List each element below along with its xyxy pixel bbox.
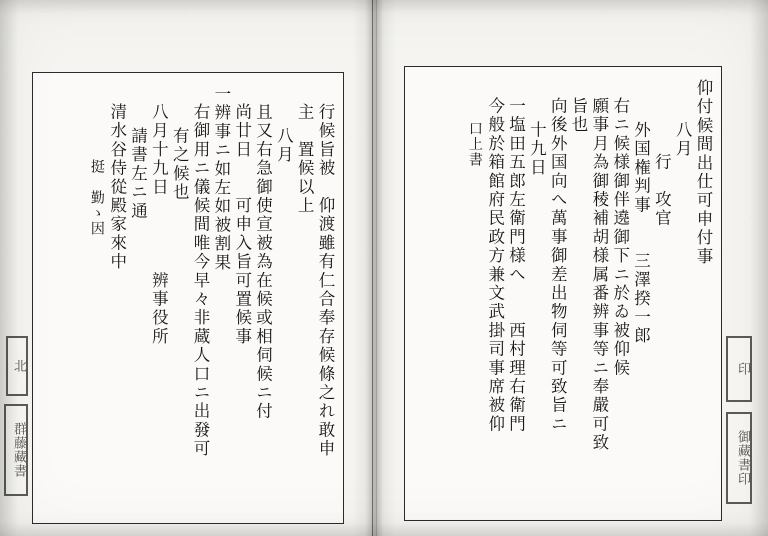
text-column: 今般於箱館府民政方兼文武掛司事席被仰: [485, 97, 505, 434]
gutter-fold-line-secondary: [376, 0, 377, 536]
text-column: 尚廿日 可申入旨可置候事: [232, 103, 252, 347]
text-column: 行 攻官: [652, 153, 672, 228]
text-column: 向後外国向へ萬事御差出物伺等可致旨ニ: [548, 97, 568, 434]
text-column: 請書左ニ通: [128, 127, 148, 221]
text-column: 行候旨被 仰渡雖有仁合奉存候條之れ敢申: [316, 103, 335, 459]
library-seal-stamp: 印: [726, 336, 752, 402]
text-column: 主 置候以上: [295, 103, 315, 216]
right-page-text-block: [404, 66, 722, 521]
text-column: 有之候也: [170, 127, 190, 202]
text-column: 八月十九日 辨事役所: [149, 103, 169, 347]
library-seal-stamp: 群藤藏書: [4, 404, 28, 496]
text-column: 八月: [673, 121, 693, 159]
book-gutter: [352, 0, 396, 536]
text-column: 清水谷侍從殿家來中: [107, 103, 127, 272]
text-column: 一辨事ニ如左如被割果: [211, 85, 231, 272]
text-column: 右ニ候様御伴遶御下ニ於ゐ被仰候: [610, 97, 630, 378]
text-column: 一塩田五郎左衛門様へ 西村理右衛門: [506, 97, 526, 434]
text-column: 八月: [274, 127, 294, 165]
text-column: 挺 勤ゝ因: [88, 159, 105, 237]
text-column: 右御用ニ儀候間唯今早々非蔵人口ニ出發可: [191, 103, 211, 459]
text-column: 且又右急御使宣被為在候或相伺候ニ付: [253, 103, 273, 421]
gutter-fold-line: [372, 0, 373, 536]
text-column: 口上書: [466, 121, 483, 168]
text-column: 十九日: [527, 121, 547, 178]
right-page-columns: [405, 67, 721, 520]
text-column: 仰付候間出仕可申付事: [694, 79, 713, 266]
text-column: 願事月為御稜補胡様属番辨事等ニ奉嚴可致: [589, 97, 609, 453]
text-column: 外国権判事 三澤揆一郎: [631, 121, 651, 346]
left-page-columns: [33, 73, 343, 523]
library-seal-stamp: 御藏書印: [726, 412, 752, 504]
text-column: 旨也: [569, 97, 589, 135]
left-page-text-block: [32, 72, 344, 524]
library-seal-stamp: 北: [6, 336, 28, 396]
